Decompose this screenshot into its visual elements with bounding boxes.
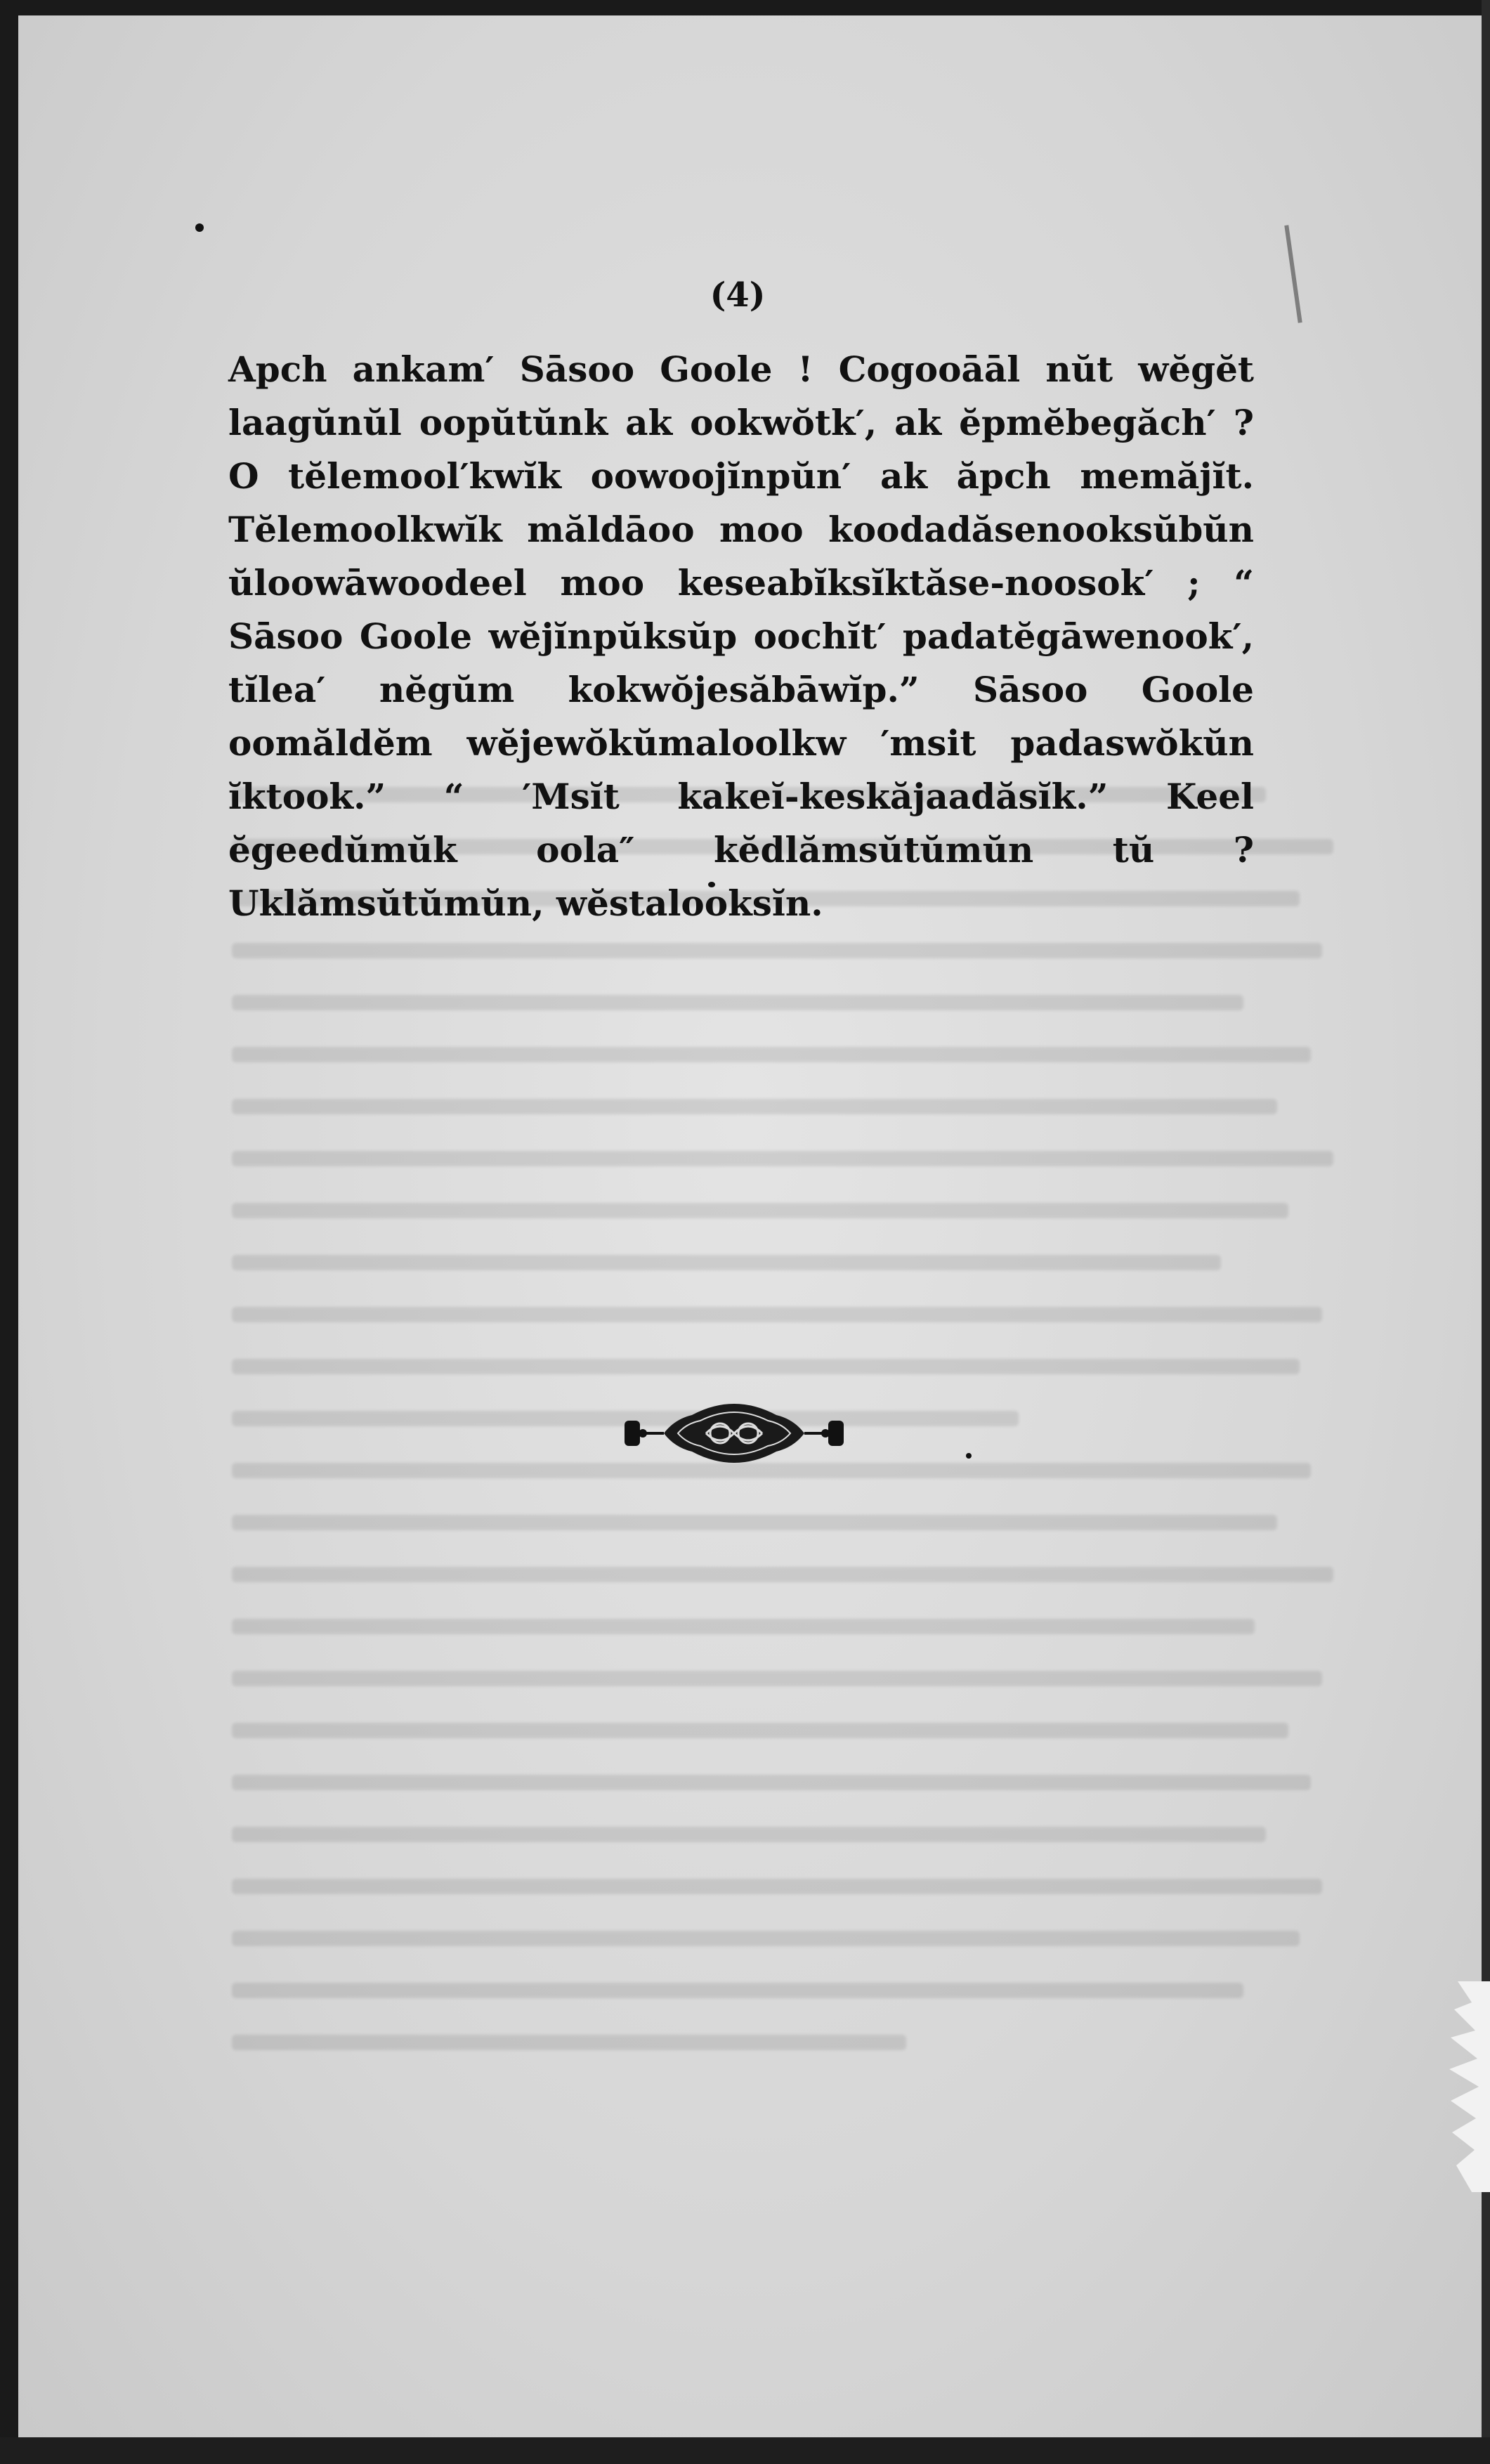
scan-border-left [0,0,18,2464]
ink-spot [195,223,204,232]
printers-ornament [615,1391,854,1475]
page-number: (4) [710,275,766,315]
ink-spot [966,1453,972,1459]
paper-damage [1416,1981,1490,2192]
scan-border-bottom [0,2437,1490,2464]
scan-streak [1284,225,1302,322]
scan-border-top [0,0,1490,15]
body-paragraph: Apch ankam′ Sāsoo Goole ! Cogooāāl nŭt wĕgĕt laagŭnŭl oopŭtŭnk ak ookwŏtk′, ak ĕpmĕbegăch′ ? O tĕlemool′kwĭk oowoojĭnpŭn′ ak ăpch memăjĭt. Tĕlemoolkwĭk măldāoo moo koodadăsenooksŭbŭn ŭloowāwoodeel moo keseabĭksĭktăse-noosok′ ; “ Sāsoo Goole wĕjĭnpŭksŭp oochĭt′ padatĕgāwenook′, tĭlea′ nĕgŭm kokwŏjesăbāwĭp.” Sāsoo Goole oomăldĕm wĕjewŏkŭmaloolkw ′msit padaswŏkŭn ĭktook.” “ ′Msĭt kakeĭ-keskăjaadăsĭk.” Keel ĕgeedŭmŭk oola″ kĕdlămsŭtŭmŭn tŭ ? Uklămsŭtŭmŭn, wĕstalooksĭn. [228,348,1254,924]
reverse-side-show-through [232,787,1356,2262]
